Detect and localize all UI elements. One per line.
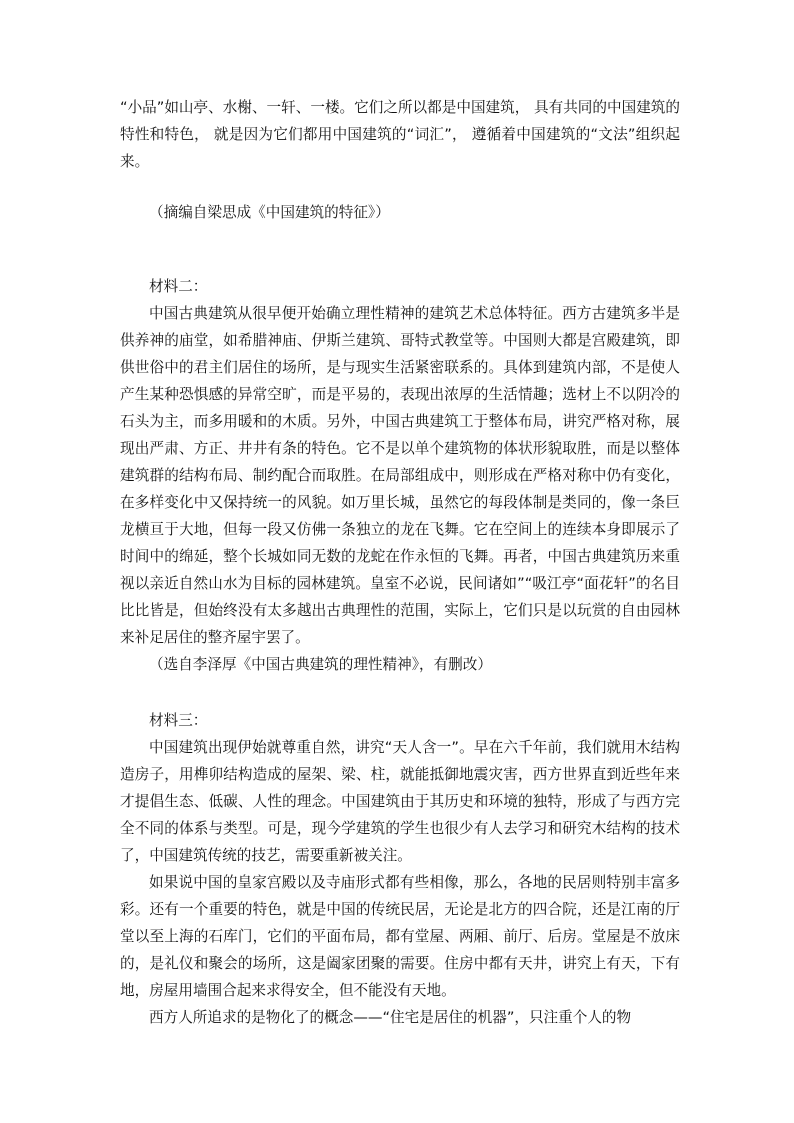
material3-label: 材料三：: [149, 712, 208, 729]
material2-label: 材料二：: [149, 278, 208, 295]
material2-source: （选自李泽厚《中国古典建筑的理性精神》，有删改）: [149, 656, 492, 673]
block1: [120, 94, 680, 175]
block1-paragraph: “小品”如山亭、水榭、一轩、一楼。它们之所以都是中国建筑， 具有共同的中国建筑的特性和特色， 就是因为它们都用中国建筑的“词汇”， 遵循着中国建筑的“文法”组织起来。: [120, 99, 680, 170]
block1-source-wrap: [120, 199, 680, 226]
material3-paragraph-2: 如果说中国的皇家宫殿以及寺庙形式都有些相像，那么，各地的民居则特别丰富多彩。还有一个重要的特色，就是中国的传统民居，无论是北方的四合院，还是江南的厅堂以至上海的石库门，它们的平面布局，都有堂屋、两厢、前厅、后房。堂屋是不放床的，是礼仪和聚会的场所，这是阖家团聚的需要。住房中都有天井，讲究上有天，下有地，房屋用墙围合起来求得安全，但不能没有天地。: [120, 874, 680, 999]
material2-paragraph: 中国古典建筑从很早便开始确立理性精神的建筑艺术总体特征。西方古建筑多半是供养神的庙堂，如希腊神庙、伊斯兰建筑、哥特式教堂等。中国则大都是宫殿建筑，即供世俗中的君主们居住的场所，是与现实生活紧密联系的。具体到建筑内部，不是使人产生某种恐惧感的异常空旷，而是平易的，表现出浓厚的生活情趣；选材上不以阴冷的石头为主，而多用暖和的木质。另外，中国古典建筑工于整体布局，讲究严格对称，展现出严肃、方正、井井有条的特色。它不是以单个建筑物的体状形貌取胜，而是以整体建筑群的结构布局、制约配合而取胜。在局部组成中，则形成在严格对称中仍有变化，在多样变化中又保持统一的风貌。如万里长城，虽然它的每段体制是类同的，像一条巨龙横亘于大地，但每一段又仿佛一条独立的龙在飞舞。它在空间上的连续本身即展示了时间中的绵延，整个长城如同无数的龙蛇在作永恒的飞舞。再者，中国古典建筑历来重视以亲近自然山水为目标的园林建筑。皇室不必说，民间诸如”“吸江亭“面花轩”的名目比比皆是，但始终没有太多越出古典理性的范围，实际上，它们只是以玩赏的自由园林来补足居住的整齐屋宇罢了。: [120, 305, 680, 646]
material2: [120, 273, 680, 678]
material3-paragraph-1: 中国建筑出现伊始就尊重自然，讲究“天人含一”。早在六千年前，我们就用木结构造房子，用榫卯结构造成的屋架、梁、柱，就能抵御地震灾害，西方世界直到近些年来才提倡生态、低碳、人性的理念。中国建筑由于其历史和环境的独特，形成了与西方完全不同的体系与类型。可是，现今学建筑的学生也很少有人去学习和研究木结构的技术了，中国建筑传统的技艺，需要重新被关注。: [120, 739, 680, 864]
material3-paragraph-3: 西方人所追求的是物化了的概念——“住宅是居住的机器”，只注重个人的物: [149, 1009, 632, 1026]
block1-source: （摘编自梁思成《中国建筑的特征》）: [149, 204, 390, 221]
material3: [120, 707, 680, 1031]
